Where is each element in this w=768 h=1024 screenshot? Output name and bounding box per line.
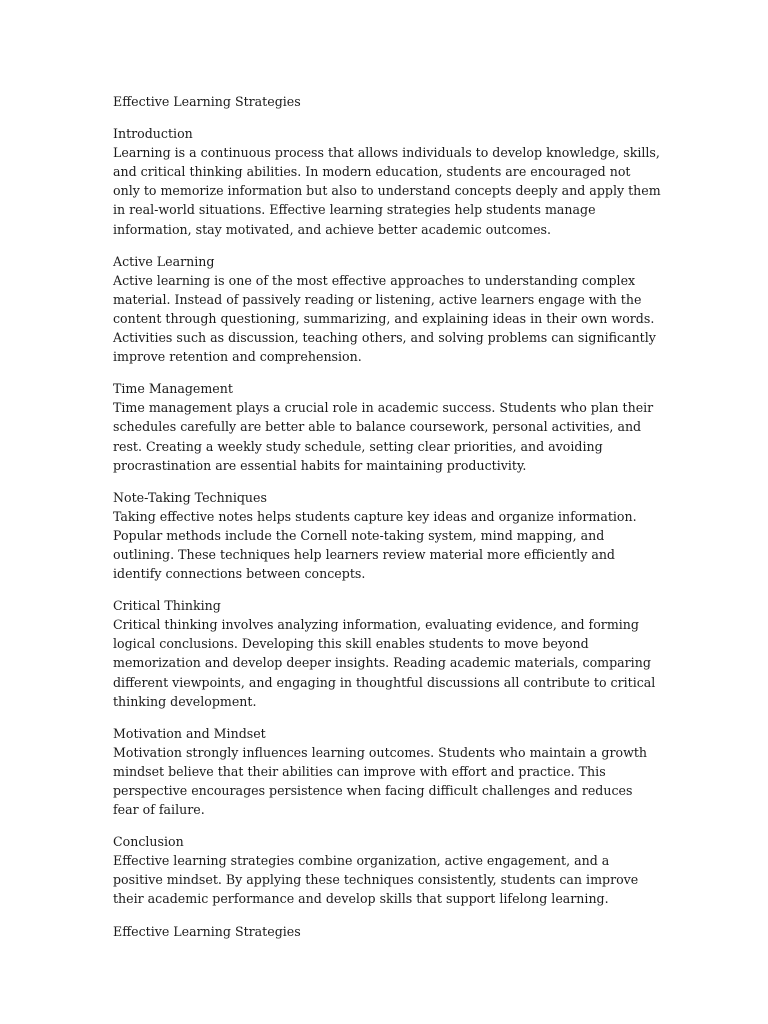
section-heading: Active Learning xyxy=(113,253,215,269)
section-note-taking xyxy=(113,488,661,583)
section-heading: Conclusion xyxy=(113,834,184,850)
section-critical-thinking xyxy=(113,596,661,711)
section-time-management xyxy=(113,379,661,474)
section-conclusion xyxy=(113,832,661,908)
section-introduction xyxy=(113,124,661,239)
section-heading: Critical Thinking xyxy=(113,598,221,614)
section-active-learning xyxy=(113,252,661,367)
section-body: Motivation strongly influences learning outcomes. Students who maintain a growth mindset believe that their abilities can improve with effort and practice. This perspective encourages persistence when facing difficult challenges and reduces fear of failure. xyxy=(113,744,648,818)
section-body: Learning is a continuous process that allows individuals to develop knowledge, skills, and critical thinking abilities. In modern education, students are encouraged not only to memorize information but also to understand concepts deeply and apply them in real-world situations. Effective learning strategies help students manage information, stay motivated, and achieve better academic outcomes. xyxy=(113,145,661,237)
section-body: Active learning is one of the most effective approaches to understanding complex material. Instead of passively reading or listening, active learners engage with the content through questioning, summarizing, and explaining ideas in their own words. Activities such as discussion, teaching others, and solving problems can significantly improve retention and comprehension. xyxy=(113,272,656,365)
section-body: Time management plays a crucial role in academic success. Students who plan their schedules carefully are better able to balance coursework, personal activities, and rest. Creating a weekly study schedule, setting clear priorities, and avoiding procrastination are essential habits for maintaining productivity. xyxy=(113,400,654,473)
section-body: Effective learning strategies combine organization, active engagement, and a positive mindset. By applying these techniques consistently, students can improve their academic performance and develop skills that support lifelong learning. xyxy=(113,853,639,907)
section-motivation-mindset xyxy=(113,724,661,819)
section-heading: Introduction xyxy=(113,126,193,142)
document-page xyxy=(113,92,661,941)
document-footer-title: Effective Learning Strategies xyxy=(113,923,301,939)
document-title: Effective Learning Strategies xyxy=(113,94,301,109)
section-heading: Motivation and Mindset xyxy=(113,725,266,741)
section-body: Taking effective notes helps students capture key ideas and organize information. Popular methods include the Cornell note-taking system, mind mapping, and outlining. These techniques help learners review material more efficiently and identify connections between concepts. xyxy=(113,508,637,582)
section-heading: Note-Taking Techniques xyxy=(113,489,267,505)
section-body: Critical thinking involves analyzing information, evaluating evidence, and forming logical conclusions. Developing this skill enables students to move beyond memorization and develop deeper insights. Reading academic materials, comparing different viewpoints, and engaging in thoughtful discussions all contribute to critical thinking development. xyxy=(113,617,656,709)
section-heading: Time Management xyxy=(113,381,233,397)
